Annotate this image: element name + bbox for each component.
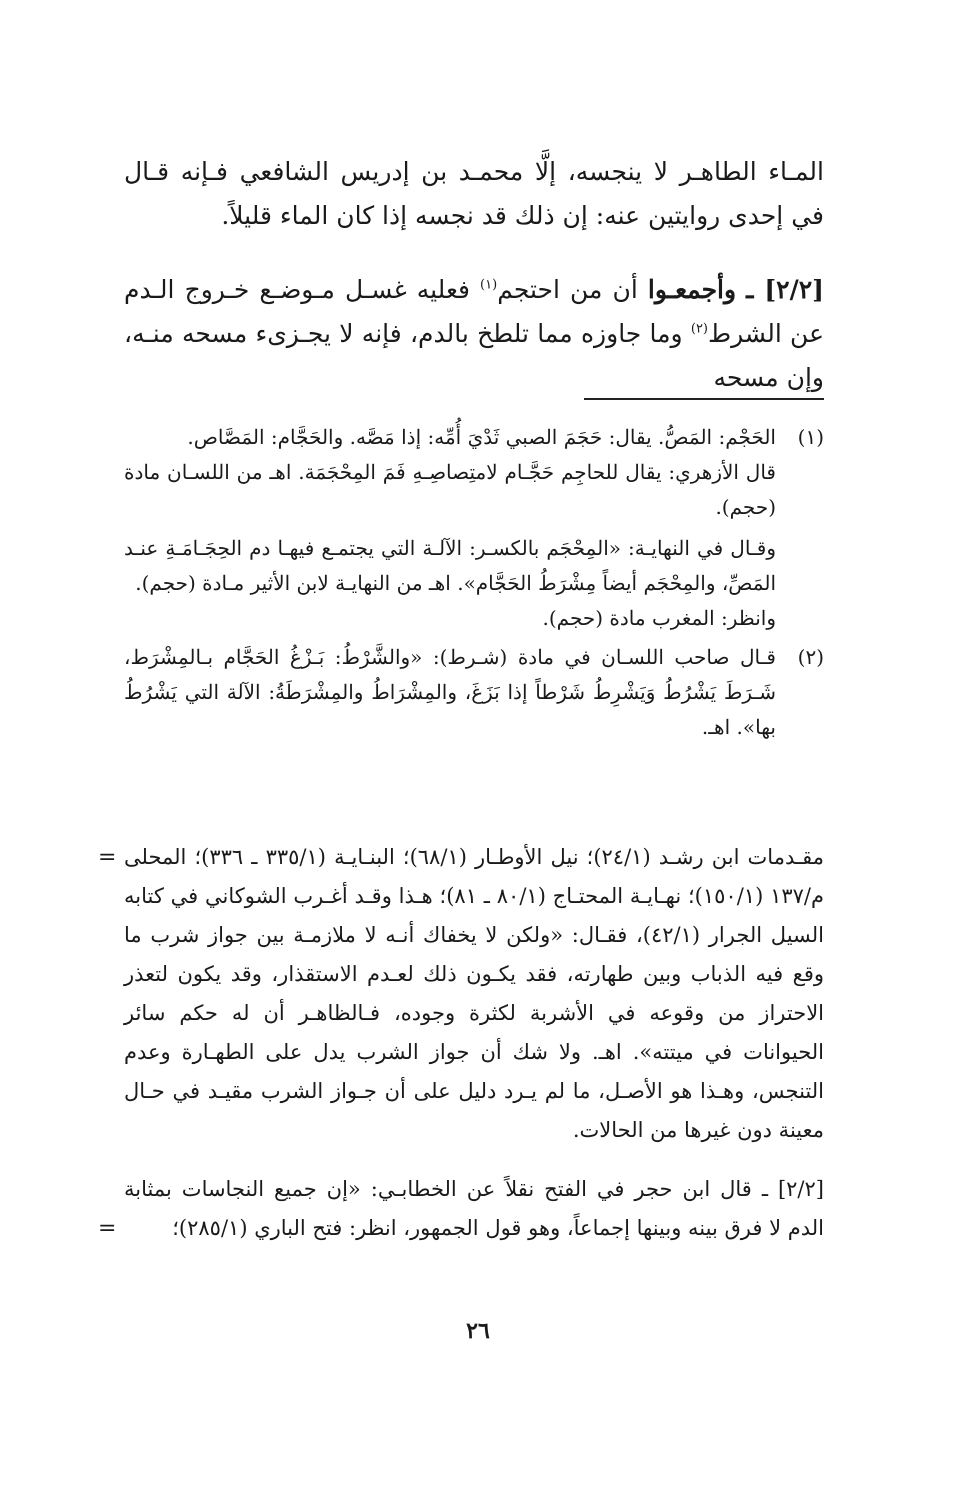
- page-number: ٢٦: [466, 1318, 490, 1344]
- footnote-separator: [584, 398, 824, 400]
- footnotes: [124, 420, 824, 745]
- para2-text-b: فعليه غسـل مـوضـع خـروج الـدم عن الشرط: [124, 275, 824, 348]
- keyword-ajmaoo: وأجمعـوا: [647, 275, 737, 304]
- continued-paragraph-2: [٢/٢] ـ قال ابن حجر في الفتح نقلاً عن الخطابـي: «إن جميع النجاسات بمثابة الدم لا فرق بينه وبينها إجماعاً، وهو قول الجمهور، انظر: فتح الباري (٢٨٥/١)؛: [124, 1177, 824, 1240]
- footnote-line: وقـال في النهايـة: «المِحْجَم بالكسـر: الآلـة التي يجتمـع فيهـا دم الحِجَـامَـةِ عنـد المَصِّ، والمِحْجَم أيضاً مِشْرَطُ الحَجَّام». اهـ من النهايـة لابن الأثير مـادة (حجم).: [124, 536, 776, 595]
- footnote-line: الحَجْم: المَصُّ. يقال: حَجَمَ الصبي ثَدْيَ أُمِّه: إذا مَصَّه. والحَجَّام: المَصَّاص.: [187, 425, 776, 449]
- footnote-line: وانظر: المغرب مادة (حجم).: [542, 606, 776, 630]
- footnote-line: قال الأزهري: يقال للحاجِم حَجَّـام لامتِصاصِـهِ فَمَ المِحْجَمَة. اهـ من اللسـان مادة (حجم).: [124, 460, 776, 519]
- section-ref: [٢/٢] ـ: [746, 275, 824, 304]
- footnote-number: (٢): [797, 645, 824, 669]
- main-text: [124, 150, 824, 400]
- continued-notes-body: [98, 838, 825, 1248]
- footnote-1: [124, 420, 824, 636]
- continuation-marker: =: [98, 845, 117, 870]
- continued-notes: [98, 838, 825, 1248]
- footnote-2: [124, 640, 824, 745]
- para2-text-c: وما جاوزه مما تلطخ بالدم، فإنه لا يجـزىء مسحه منـه، وإن مسحه: [124, 319, 824, 392]
- continuation-end-marker: =: [98, 1216, 117, 1241]
- footnote-ref-2[interactable]: (٢): [690, 321, 708, 337]
- continued-paragraph-1: مقـدمات ابن رشـد (٢٤/١)؛ نيل الأوطـار (٦٨/١)؛ البنـايـة (٣٣٥/١ ـ ٣٣٦)؛ المحلى م/١٣٧ (١٥٠/١)؛ نهـايـة المحتـاج (٨٠/١ ـ ٨١)؛ هـذا وقـد أغـرب الشوكاني في كتابه السيل الجرار (٤٢/١)، فقـال: «ولكن لا يخفاك أنـه لا ملازمـة بين جواز شرب ما وقع فيه الذباب وبين طهارته، فقد يكـون ذلك لعـدم الاستقذار، وقد يكون لتعذر الاحتراز من وقوعه في الأشربة لكثرة وجوده، فـالظاهـر أن له حكم سائر الحيوانات في ميتته». اهـ. ولا شك أن جواز الشرب يدل على الطهـارة وعدم التنجس، وهـذا هو الأصـل، ما لم يـرد دليل على أن جـواز الشرب مقيـد في حـال معينة دون غيرها من الحالات.: [124, 845, 825, 1142]
- main-paragraph-2: [124, 268, 824, 400]
- para2-text-a: أن من احتجم: [497, 275, 648, 304]
- main-paragraph-1: المـاء الطاهـر لا ينجسه، إلَّا محمـد بن إدريس الشافعي فـإنه قـال في إحدى روايتين عنه: إن ذلك قد نجسه إذا كان الماء قليلاً.: [124, 157, 824, 230]
- footnote-line: قـال صاحب اللسـان في مادة (شـرط): «والشَّرْطُ: بَـزْغُ الحَجَّام بـالمِشْرَط، شَـرَطَ يَشْرُطُ وَيَشْرِطُ شَرْطاً إذا بَزَغَ، والمِشْرَاطُ والمِشْرَطَةُ: الآلة التي يَشْرُطُ بها». اهـ.: [124, 645, 776, 739]
- footnote-ref-1[interactable]: (١): [480, 277, 498, 293]
- footnote-number: (١): [797, 425, 824, 449]
